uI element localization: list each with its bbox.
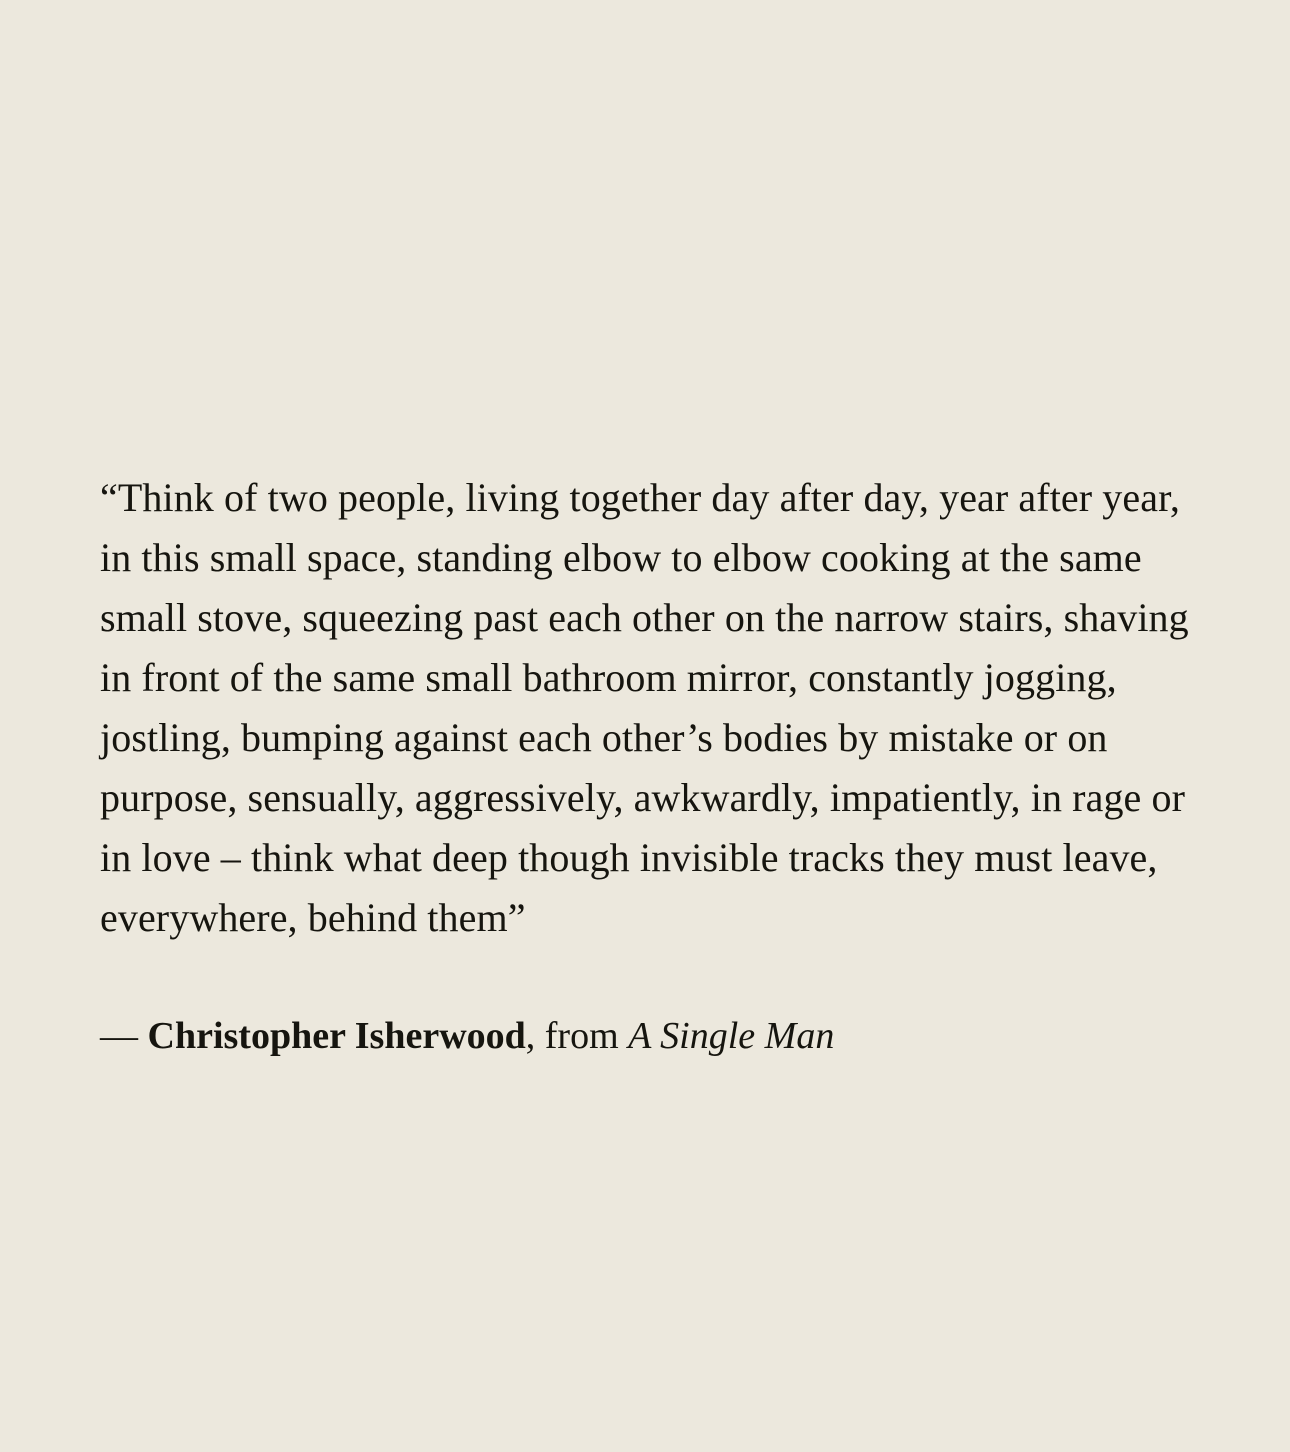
attribution-dash: — — [100, 1015, 148, 1057]
attribution-work-title: A Single Man — [628, 1015, 835, 1057]
attribution-line — [100, 1010, 1190, 1062]
attribution-connector: , from — [525, 1015, 629, 1057]
quote-text: “Think of two people, living together day after day, year after year, in this small space, standing elbow to elbow cooking at the same small stove, squeezing past each other on the narrow stairs, shaving in front of the same small bathroom mirror, constantly jogging, jostling, bumping against each other’s bodies by mistake or on purpose, sensually, aggressively, awkwardly, impatiently, in rage or in love – think what deep though invisible tracks they must leave, everywhere, behind them” — [100, 475, 1189, 940]
quote-block — [100, 468, 1190, 1062]
attribution-author: Christopher Isherwood — [147, 1015, 526, 1057]
